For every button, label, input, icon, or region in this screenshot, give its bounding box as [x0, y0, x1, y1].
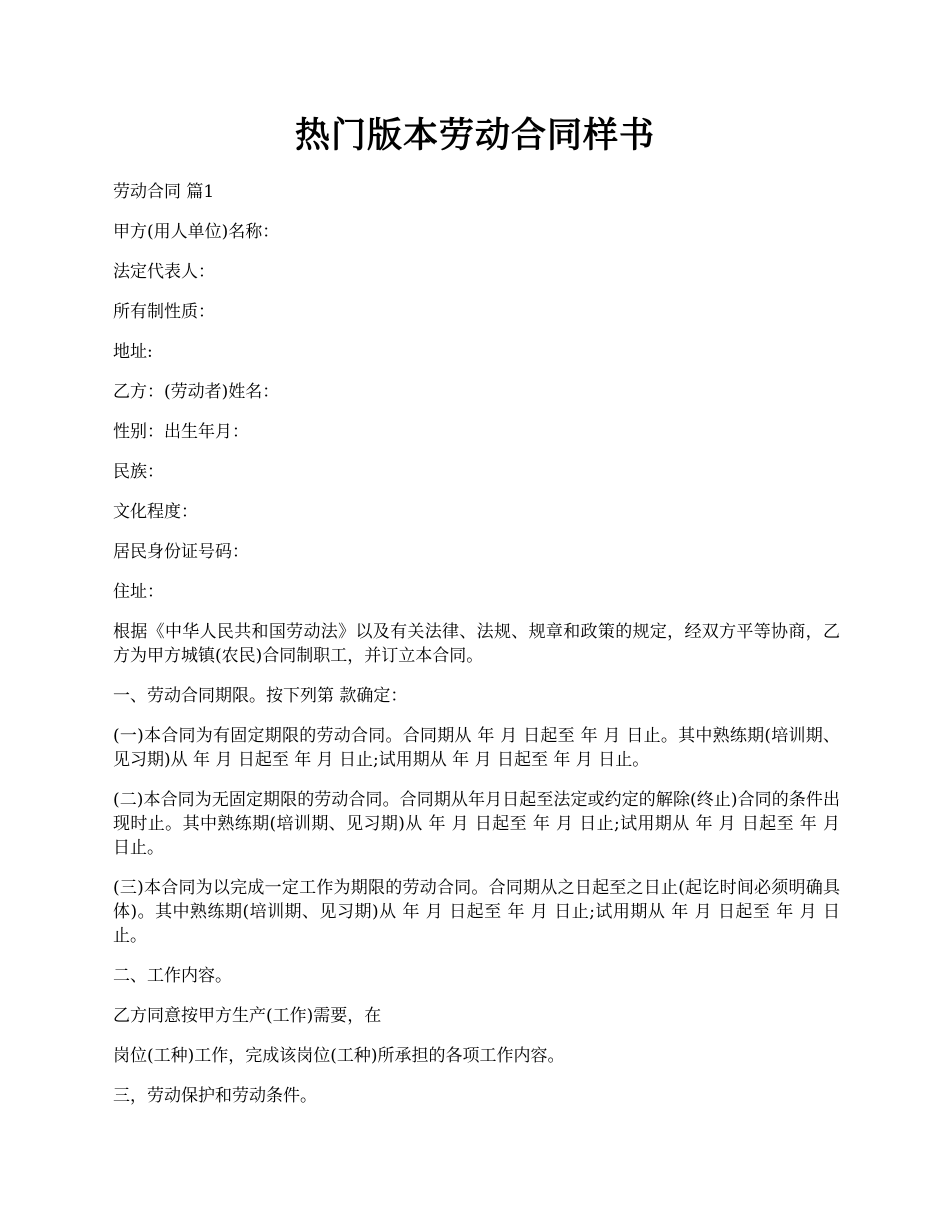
party-a-name-field: 甲方(用人单位)名称：	[113, 222, 280, 242]
clause-1-item-3: (三)本合同为以完成一定工作为期限的劳动合同。合同期从之日起至之日止(起讫时间必须明确具体)。其中熟练期(培训期、见习期)从 年 月 日起至 年 月 日止;试用期从 年 月 日起至 年 月 日止。	[113, 878, 840, 946]
id-number-field: 居民身份证号码：	[113, 542, 249, 562]
gender-birth-field: 性别：出生年月：	[113, 422, 249, 442]
party-b-name-field: 乙方：(劳动者)姓名：	[113, 382, 280, 402]
section-heading: 劳动合同 篇1	[113, 182, 215, 202]
ethnicity-field: 民族：	[113, 462, 164, 482]
clause-1-item-2: (二)本合同为无固定期限的劳动合同。合同期从年月日起至法定或约定的解除(终止)合同的条件出现时止。其中熟练期(培训期、见习期)从 年 月 日起至 年 月 日止;试用期从 年 月 日起至 年 月 日止。	[113, 790, 840, 858]
education-field: 文化程度：	[113, 502, 198, 522]
document-title: 热门版本劳动合同样书	[294, 115, 655, 156]
clause-2-heading: 二、工作内容。	[113, 966, 232, 986]
address-field: 地址:	[113, 342, 153, 362]
clause-2-text-1: 乙方同意按甲方生产(工作)需要，在	[113, 1006, 382, 1026]
legal-representative-field: 法定代表人：	[113, 262, 215, 282]
clause-1-item-1: (一)本合同为有固定期限的劳动合同。合同期从 年 月 日起至 年 月 日止。其中熟练期(培训期、见习期)从 年 月 日起至 年 月 日止;试用期从 年 月 日起至 年 月 日止。	[113, 726, 840, 770]
clause-2-text-2: 岗位(工种)工作，完成该岗位(工种)所承担的各项工作内容。	[113, 1046, 565, 1066]
ownership-nature-field: 所有制性质：	[113, 302, 215, 322]
document-body	[113, 180, 840, 1124]
preamble-paragraph: 根据《中华人民共和国劳动法》以及有关法律、法规、规章和政策的规定，经双方平等协商，乙方为甲方城镇(农民)合同制职工，并订立本合同。	[113, 622, 840, 666]
clause-3-heading: 三，劳动保护和劳动条件。	[113, 1086, 317, 1106]
residence-field: 住址：	[113, 582, 164, 602]
clause-1-heading: 一、劳动合同期限。按下列第 款确定：	[113, 686, 408, 706]
